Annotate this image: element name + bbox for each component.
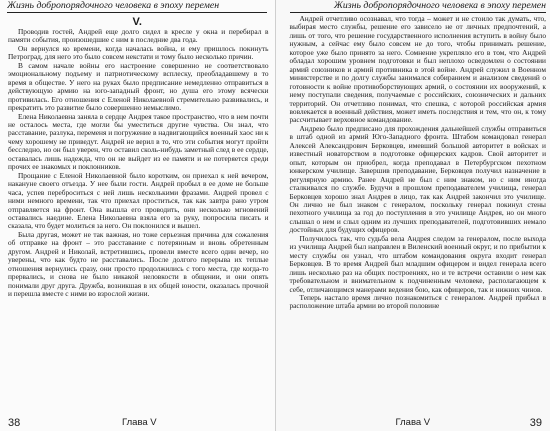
paragraph: Получилось так, что судьба вела Андрея следом за генералом, после выхода из училища Андрей был направлен в Виленский военный округ, и по прибытии к месту службы он узнал, что штабом командования округа входит генерал Берковцев. В то время Андрей был младшим офицером и видел генерала всего лишь несколько раз на общих построениях, но и те встречи оставили о нем как требовательном и внимательном к подчиненным человеке, располагающем к себе, отличающимся манерами ведения бою, как офицеров, так и нижних чинов. <box>289 233 546 294</box>
paragraph: Андрею было предписано для прохождения дальнейшей службы отправиться в штаб одной из армий Юго-Западного фронта. Штабом командовал генерал Алексей Александрович Берковцев, имевший большой авторитет в войсках и известный новаторством в подготовке офицерских кадров. Свой авторитет и опыт, которым он приобрел, когда преподавал в Петербургском пехотном юнкерском училище. Завершив преподавание, Берковцев получил назначение в регулярную армию. Ранее Андрей не был с ним знаком, но с ним иногда сталкивался по службе. Будучи в прошлом преподавателем училища, генерал Берковцев хорошо знал Андрея в лицо, так как Андрей закончил это училище. Он лично не был знаком с генералом, поскольку генерал покинул стены пехотного училища за год до поступления в это училище Андрея, но он много слышал о нем и слыл одним из лучших преподавателей, подготовивших немало достойных для будущих офицеров. <box>289 123 546 235</box>
left-footer <box>0 415 275 431</box>
paragraph: Проводив гостей, Андрей еще долго сидел в кресле у окна и перебирал в памяти события, произошедшие с ним в последние два года. <box>8 27 269 45</box>
paragraph: Прощание с Еленой Николаевной было коротким, он приехал к ней вечером, накануне своего отъезда. У нее были гости. Андрей пробыл в ее доме не больше часа, успев переброситься с ней лишь несколькими фразами. Андрей провел с ними немного времени, так что приехал проститься, так как завтра рано утром отправляется на фронт. Она вышла его проводить, они несколько мгновений оставались наедине. Елена Николаевна взяла его за руку, попросила писать и сказала, что будет молиться за него. Он поклонился и вышел. <box>8 170 269 231</box>
running-head-right: Жизнь добропорядочного человека в эпоху перемен <box>290 0 547 13</box>
page-number-left: 38 <box>8 417 21 429</box>
paragraph: Теперь настало время лично познакомиться с генералом. Андрей прибыл в расположение штаба армии во второй половине <box>289 292 546 311</box>
chapter-numeral: V. <box>132 16 142 28</box>
chapter-footer-right: Глава V <box>395 417 431 428</box>
running-head-left: Жизнь добропорядочного человека в эпоху перемен <box>7 0 267 13</box>
right-footer <box>276 415 550 431</box>
paragraph: Елена Николаевна заняла в сердце Андрея такое пространство, что в нем почти не осталось места, где могли бы уместиться другие чувства. Он знал, что расставание, разлука, переменя и погружение в надвигающийся военный хаос ни к чему хорошему не приведут. Андрей не верил в то, что эти события могут пройти бесследно, но он был уверен, что оставил сколь-нибудь заметный след в ее сердце, оставалась лишь надежда, что он не выйдет из ее памяти и не потеряется среди прочих ее знакомых и поклонников. <box>8 111 269 172</box>
paragraph: В самом начале войны его настроение совершенно не соответствовало эмоциональному подъему и патриотическому всплеску, преобладавшему в то время в обществе. У него на руках было предписание немедленно отправиться в действующую армию на юго-западный фронт, но душа его этому всячески противилась. Его отношения с Еленой Николаевной стремительно развивались, и прекратить это развитие было совершенно немыслимо. <box>8 60 269 113</box>
chapter-footer-left: Глава V <box>122 417 157 428</box>
paragraph: Он вернулся ко времени, когда началась война, и ему пришлось покинуть Петроград, для него это было совсем некстати и тому было несколько причин. <box>8 43 269 62</box>
left-page-text <box>8 28 269 299</box>
paragraph: Андрей отчетливо осознавал, что тогда – может и не стоило так думать, что, выбирая место службы, решение его зависело не от личных предпочтений, а лишь от того, что решение государственного исполнения вступить в войну было нужным, а сейчас ему было совсем не до того, чтобы принимать решение, которое уже было принято за него. Сомнение укрепляло его в том, что Андрей обладал хорошим уровнем подготовки и был неплохо осведомлен о состоянии армий союзников и армий противника в этой войне. Андрей служил в Военном министерстве и по долгу службы занимался собиранием и анализом сведений о готовности к войне противоборствующих армий, о состоянии их вооружений, к нему поступали сведения, получаемые с российских, союзнических и дальних территорий. Он отчетливо понимал, что спешка, с которой российская армия вовлекается в военный действия, может иметь последствия и тем, что он, к тому рассчитывает верховное командование. <box>289 14 546 125</box>
paragraph: Была другая, может не так важная, но тоже серьезная причина для сожаления об отправке на фронт – это расставание с потерянным и вновь обретенным другом. Андрей и Николай, встретившись, провели вместе всего один вечер, но уверены, что как будто не расставались. После долгого перерыва их теплые отношения вернулись сразу, они просто продолжились с того места, где когда-то прервались, и снова не было никакой неловкости в общении, и они опять понимали друг друга. Дружба, возникшая в их общей юности, оказалась прочной и перешла вместе с ними во взрослой жизни. <box>8 229 269 299</box>
right-page-text <box>290 15 547 311</box>
page-number-right: 39 <box>529 417 542 429</box>
right-page <box>276 0 550 431</box>
